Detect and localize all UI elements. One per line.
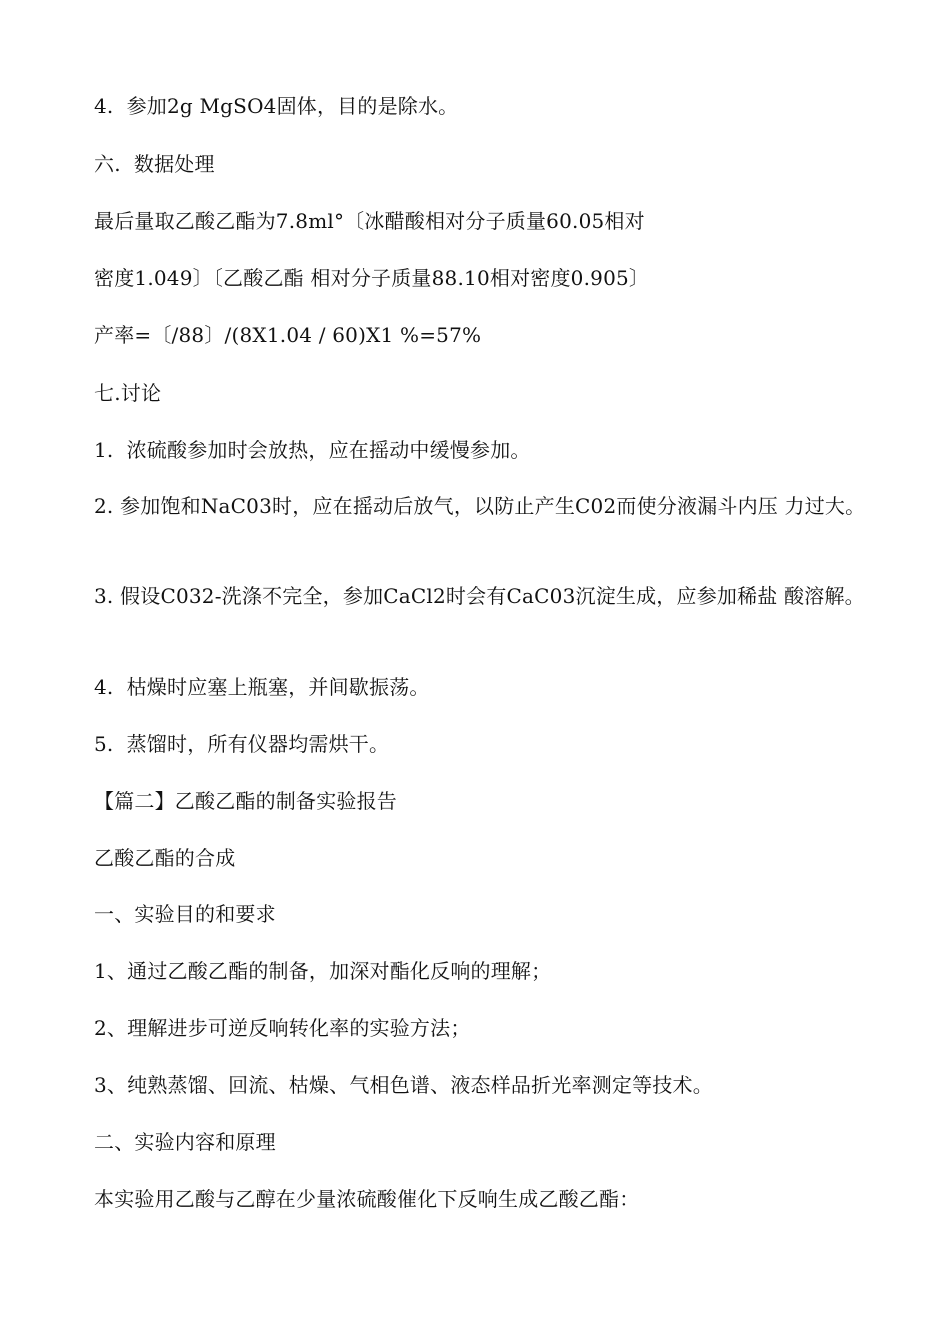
step-4-drying-agent: 4. 参加2g MgSO4固体，目的是除水。: [94, 94, 459, 118]
article-subtitle: 乙酸乙酯的合成: [94, 846, 236, 870]
section-heading-data-processing: 六. 数据处理: [94, 152, 215, 176]
objective-item-2: 2、理解进步可逆反响转化率的实验方法；: [94, 1016, 471, 1040]
data-line-volume: 最后量取乙酸乙酯为7.8ml°〔冰醋酸相对分子质量60.05相对: [94, 209, 645, 233]
discussion-item-1: 1. 浓硫酸参加时会放热，应在摇动中缓慢参加。: [94, 438, 531, 462]
objective-item-1: 1、通过乙酸乙酯的制备，加深对酯化反响的理解；: [94, 959, 552, 983]
section-heading-discussion: 七.讨论: [94, 381, 162, 405]
discussion-item-4: 4. 枯燥时应塞上瓶塞，并间歇振荡。: [94, 675, 430, 699]
discussion-item-2: 2. 参加饱和NaC03时，应在摇动后放气，以防止产生C02而使分液漏斗内压 力过大。: [94, 494, 866, 518]
data-line-density: 密度1.049〕〔乙酸乙酯 相对分子质量88.10相对密度0.905〕: [94, 266, 650, 290]
section-heading-objectives: 一、实验目的和要求: [94, 902, 276, 926]
article-heading-part-two: 【篇二】乙酸乙酯的制备实验报告: [94, 789, 397, 813]
discussion-item-5: 5. 蒸馏时，所有仪器均需烘干。: [94, 732, 390, 756]
principle-intro: 本实验用乙酸与乙醇在少量浓硫酸催化下反响生成乙酸乙酯：: [94, 1187, 640, 1211]
section-heading-principle: 二、实验内容和原理: [94, 1130, 276, 1154]
discussion-item-3: 3. 假设C032-洗涤不完全，参加CaCl2时会有CaC03沉淀生成，应参加稀盐 酸溶解。: [94, 584, 865, 608]
objective-item-3: 3、纯熟蒸馏、回流、枯燥、气相色谱、液态样品折光率测定等技术。: [94, 1073, 713, 1097]
yield-formula: 产率=〔/88〕/(8X1.04 / 60)X1 %=57%: [94, 323, 482, 347]
